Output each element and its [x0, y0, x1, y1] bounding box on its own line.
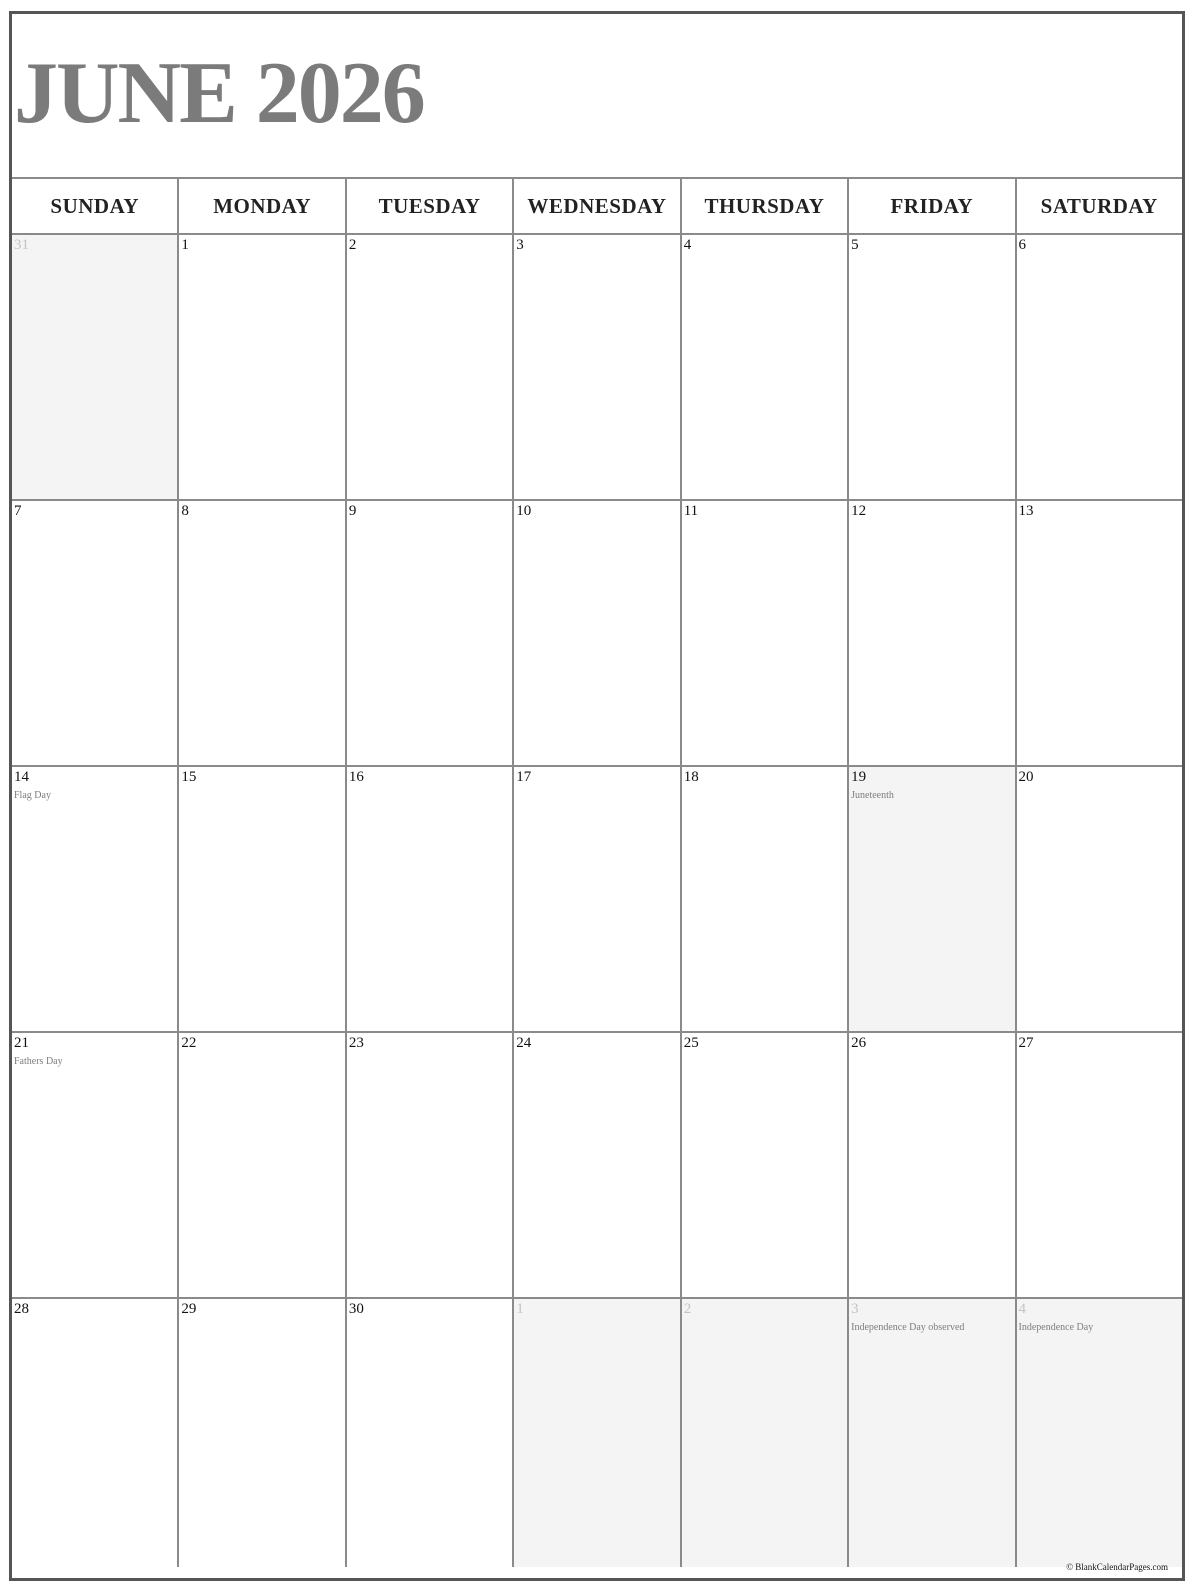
- holiday-label: Independence Day: [1018, 1322, 1094, 1333]
- day-number: 12: [851, 503, 867, 519]
- weekday-saturday: SATURDAY: [1017, 177, 1182, 233]
- day-cell: [1017, 767, 1182, 1031]
- day-number: 14: [14, 769, 29, 785]
- weekday-sunday: SUNDAY: [12, 177, 179, 233]
- copyright-credit: © BlankCalendarPages.com: [1066, 1562, 1168, 1572]
- day-cell: [179, 501, 346, 765]
- holiday-label: Juneteenth: [851, 790, 894, 801]
- day-cell: [1017, 235, 1182, 499]
- day-cell: [1017, 1033, 1182, 1297]
- day-number: 22: [181, 1035, 197, 1051]
- day-number: 19: [851, 769, 867, 785]
- day-cell: [682, 235, 849, 499]
- day-number: 10: [516, 503, 532, 519]
- day-cell: [514, 501, 681, 765]
- day-cell: [347, 1033, 514, 1297]
- week-row: [12, 1299, 1182, 1567]
- weekday-monday: MONDAY: [179, 177, 346, 233]
- day-cell: [12, 1299, 179, 1567]
- weeks-container: [12, 235, 1182, 1567]
- day-cell: [347, 501, 514, 765]
- week-row: [12, 767, 1182, 1033]
- day-cell: [347, 1299, 514, 1567]
- day-number: 1: [181, 237, 189, 253]
- day-cell: [849, 235, 1016, 499]
- day-cell: [179, 1033, 346, 1297]
- day-cell: [682, 1033, 849, 1297]
- adjacent-month-day-cell: [12, 235, 179, 499]
- day-number: 7: [14, 503, 22, 519]
- day-number: 30: [348, 1301, 364, 1317]
- day-number: 5: [851, 237, 859, 253]
- weekday-header-row: [12, 177, 1182, 235]
- day-cell: [12, 501, 179, 765]
- day-number: 2: [683, 1301, 692, 1317]
- day-number: 4: [683, 237, 692, 253]
- day-number: 27: [1018, 1035, 1034, 1051]
- day-number: 18: [683, 769, 699, 785]
- day-cell: [849, 501, 1016, 765]
- day-cell: [347, 235, 514, 499]
- week-row: [12, 501, 1182, 767]
- day-number: 11: [683, 503, 699, 519]
- holiday-label: Flag Day: [14, 790, 51, 801]
- day-number: 24: [516, 1035, 532, 1051]
- day-number: 6: [1018, 237, 1027, 253]
- day-number: 26: [851, 1035, 867, 1051]
- day-number: 4: [1018, 1301, 1027, 1317]
- day-number: 31: [14, 237, 29, 253]
- day-number: 13: [1018, 503, 1034, 519]
- holiday-label: Fathers Day: [14, 1056, 63, 1067]
- day-number: 1: [516, 1301, 524, 1317]
- day-cell: [514, 235, 681, 499]
- day-cell: [12, 767, 179, 1031]
- holiday-label: Independence Day observed: [851, 1322, 965, 1333]
- day-cell: [179, 767, 346, 1031]
- adjacent-month-day-cell: [682, 1299, 849, 1567]
- day-cell: [849, 767, 1016, 1031]
- day-number: 23: [348, 1035, 364, 1051]
- calendar-frame: [9, 11, 1185, 1581]
- day-number: 20: [1018, 769, 1034, 785]
- week-row: [12, 1033, 1182, 1299]
- week-row: [12, 235, 1182, 501]
- adjacent-month-day-cell: [849, 1299, 1016, 1567]
- day-number: 29: [181, 1301, 197, 1317]
- day-number: 17: [516, 769, 532, 785]
- day-cell: [12, 1033, 179, 1297]
- month-title: JUNE 2026: [14, 45, 424, 142]
- day-number: 9: [348, 503, 357, 519]
- day-cell: [514, 1033, 681, 1297]
- day-number: 16: [348, 769, 364, 785]
- day-cell: [347, 767, 514, 1031]
- day-cell: [682, 501, 849, 765]
- title-area: [12, 14, 1182, 179]
- day-number: 21: [14, 1035, 29, 1051]
- day-cell: [514, 767, 681, 1031]
- day-number: 28: [14, 1301, 29, 1317]
- day-cell: [682, 767, 849, 1031]
- weekday-tuesday: TUESDAY: [347, 177, 514, 233]
- day-number: 25: [683, 1035, 699, 1051]
- day-cell: [1017, 501, 1182, 765]
- day-number: 15: [181, 769, 197, 785]
- day-cell: [179, 235, 346, 499]
- calendar-grid: [12, 177, 1182, 1567]
- day-number: 3: [851, 1301, 859, 1317]
- weekday-friday: FRIDAY: [849, 177, 1016, 233]
- day-cell: [179, 1299, 346, 1567]
- weekday-wednesday: WEDNESDAY: [514, 177, 681, 233]
- adjacent-month-day-cell: [1017, 1299, 1182, 1567]
- day-number: 8: [181, 503, 189, 519]
- weekday-thursday: THURSDAY: [682, 177, 849, 233]
- day-number: 3: [516, 237, 524, 253]
- adjacent-month-day-cell: [514, 1299, 681, 1567]
- day-number: 2: [348, 237, 357, 253]
- day-cell: [849, 1033, 1016, 1297]
